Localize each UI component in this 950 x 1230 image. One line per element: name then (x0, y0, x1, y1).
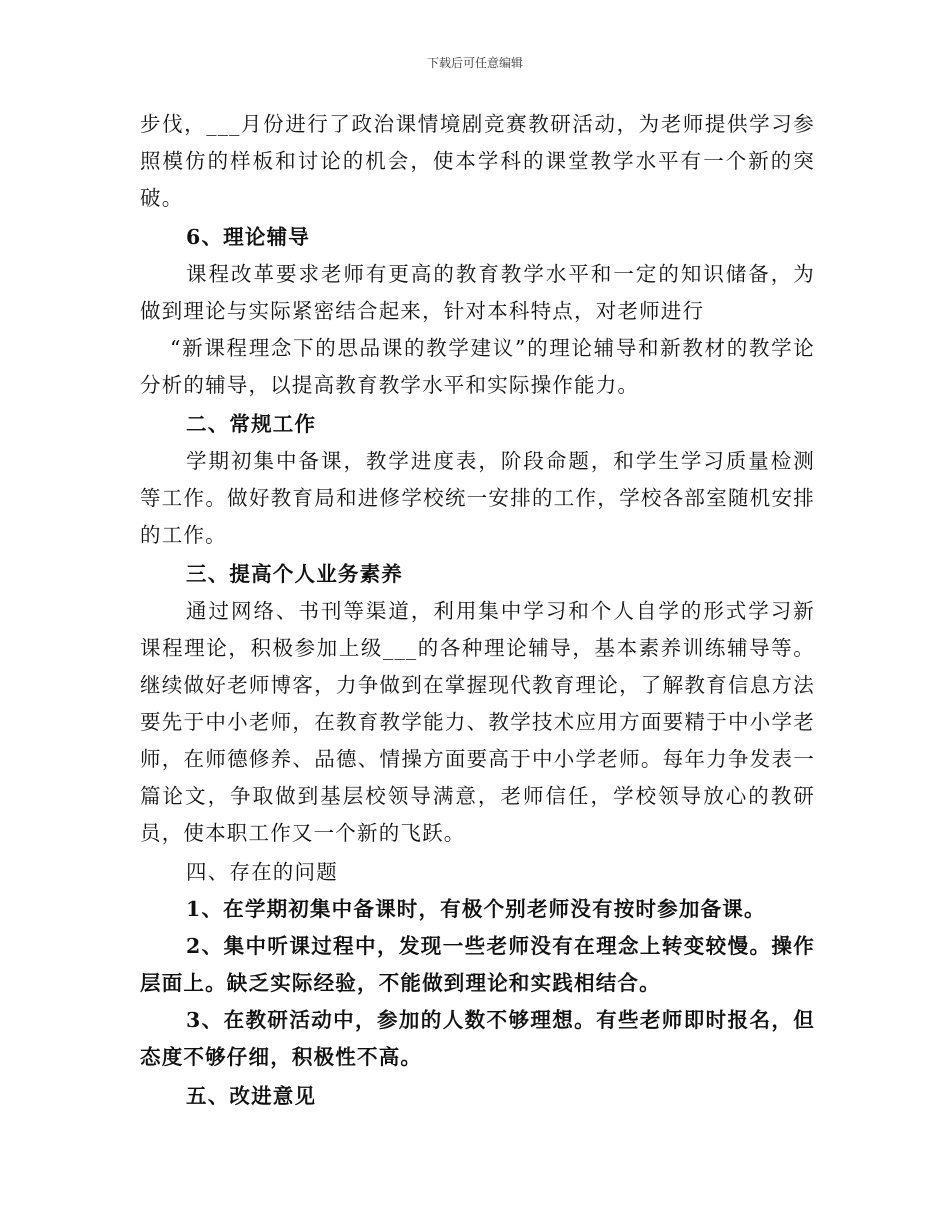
paragraph-personal-development: 通过网络、书刊等渠道，利用集中学习和个人自学的形式学习新课程理论，积极参加上级___的各种理论辅导，基本素养训练辅导等。继续做好老师博客，力争做到在掌握现代教育理论，了解教育信息方法要先于中小老师，在教育教学能力、教学技术应用方面要精于中小学老师，在师德修养、品德、情操方面要高于中小学老师。每年力争发表一篇论文，争取做到基层校领导满意，老师信任，学校领导放心的教研员，使本职工作又一个新的飞跃。 (140, 599, 815, 845)
paragraph-theory-2: “新课程理念下的思品课的教学建议”的理论辅导和新教材的教学论分析的辅导，以提高教育教学水平和实际操作能力。 (140, 336, 815, 397)
heading-personal-development: 三、提高个人业务素养 (186, 562, 403, 586)
problem-item-2: 2、集中听课过程中，发现一些老师没有在理念上转变较慢。操作层面上。缺乏实际经验，不能做到理论和实践相结合。 (140, 934, 815, 995)
paragraph-theory-1: 课程改革要求老师有更高的教育教学水平和一定的知识储备，为做到理论与实际紧密结合起来，针对本科特点，对老师进行 (140, 262, 815, 323)
paragraph-routine-work: 学期初集中备课，教学进度表，阶段命题，和学生学习质量检测等工作。做好教育局和进修学校统一安排的工作，学校各部室随机安排的工作。 (140, 449, 815, 547)
page-header: 下载后可任意编辑 (426, 56, 523, 70)
problem-item-1: 1、在学期初集中备课时，有极个别老师没有按时参加备课。 (186, 897, 766, 921)
problem-item-3: 3、在教研活动中，参加的人数不够理想。有些老师即时报名，但态度不够仔细，积极性不高。 (140, 1008, 815, 1069)
paragraph-intro: 步伐，___月份进行了政治课情境剧竞赛教研活动，为老师提供学习参照模仿的样板和讨论的机会，使本学科的课堂教学水平有一个新的突破。 (140, 112, 815, 210)
document-body (140, 106, 815, 1115)
heading-existing-problems: 四、存在的问题 (186, 860, 338, 884)
heading-improvement-suggestions: 五、改进意见 (186, 1084, 317, 1108)
heading-theory-guidance: 6、理论辅导 (186, 225, 310, 249)
heading-routine-work: 二、常规工作 (186, 412, 317, 436)
